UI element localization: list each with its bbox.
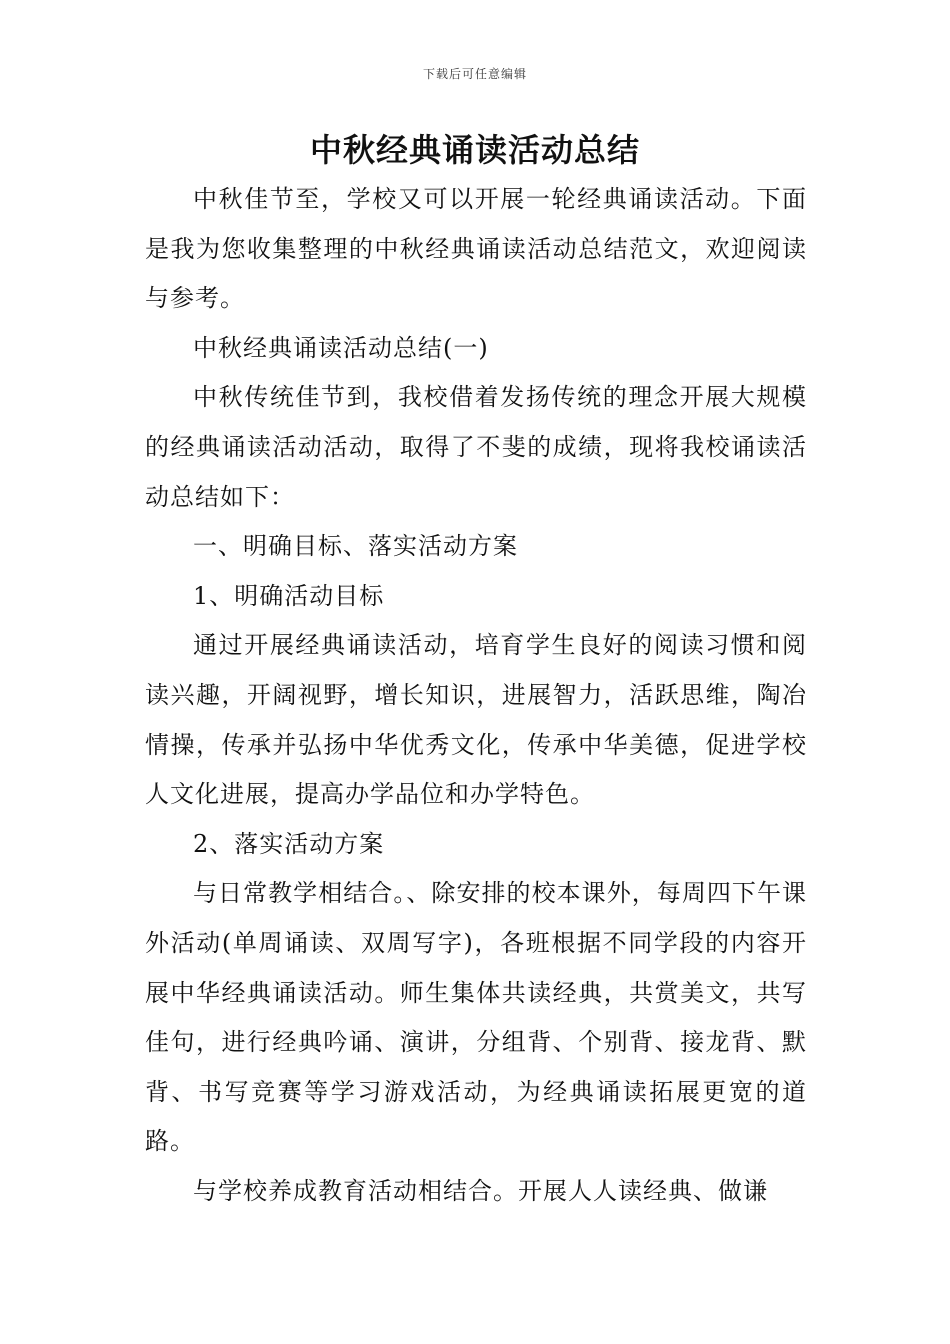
document-body <box>145 175 807 1216</box>
section-heading-one: 中秋经典诵读活动总结(一) <box>193 333 489 362</box>
paragraph-goals: 通过开展经典诵读活动，培育学生良好的阅读习惯和阅读兴趣，开阔视野，增长知识，进展智力，活跃思维，陶冶情操，传承并弘扬中华优秀文化，传承中华美德，促进学校人文化进展，提高办学品位和办学特色。 <box>145 631 807 809</box>
paragraph-teaching: 与日常教学相结合。、除安排的校本课外，每周四下午课外活动(单周诵读、双周写字)，各班根据不同学段的内容开展中华经典诵读活动。师生集体共读经典，共赏美文，共写佳句，进行经典吟诵、演讲，分组背、个别背、接龙背、默背、书写竞赛等学习游戏活动，为经典诵读拓展更宽的道路。 <box>145 879 807 1156</box>
document-title: 中秋经典诵读活动总结 <box>309 131 640 169</box>
page-header-note: 下载后可任意编辑 <box>422 67 527 81</box>
paragraph-overview: 中秋传统佳节到，我校借着发扬传统的理念开展大规模的经典诵读活动活动，取得了不斐的成绩，现将我校诵读活动总结如下： <box>145 383 807 511</box>
subheading-plan: 2、落实活动方案 <box>193 829 385 858</box>
heading-goals-plan: 一、明确目标、落实活动方案 <box>193 532 518 561</box>
paragraph-intro: 中秋佳节至，学校又可以开展一轮经典诵读活动。下面是我为您收集整理的中秋经典诵读活动总结范文，欢迎阅读与参考。 <box>145 185 807 313</box>
subheading-goals: 1、明确活动目标 <box>193 581 385 610</box>
paragraph-habits: 与学校养成教育活动相结合。开展人人读经典、做谦 <box>193 1176 768 1205</box>
